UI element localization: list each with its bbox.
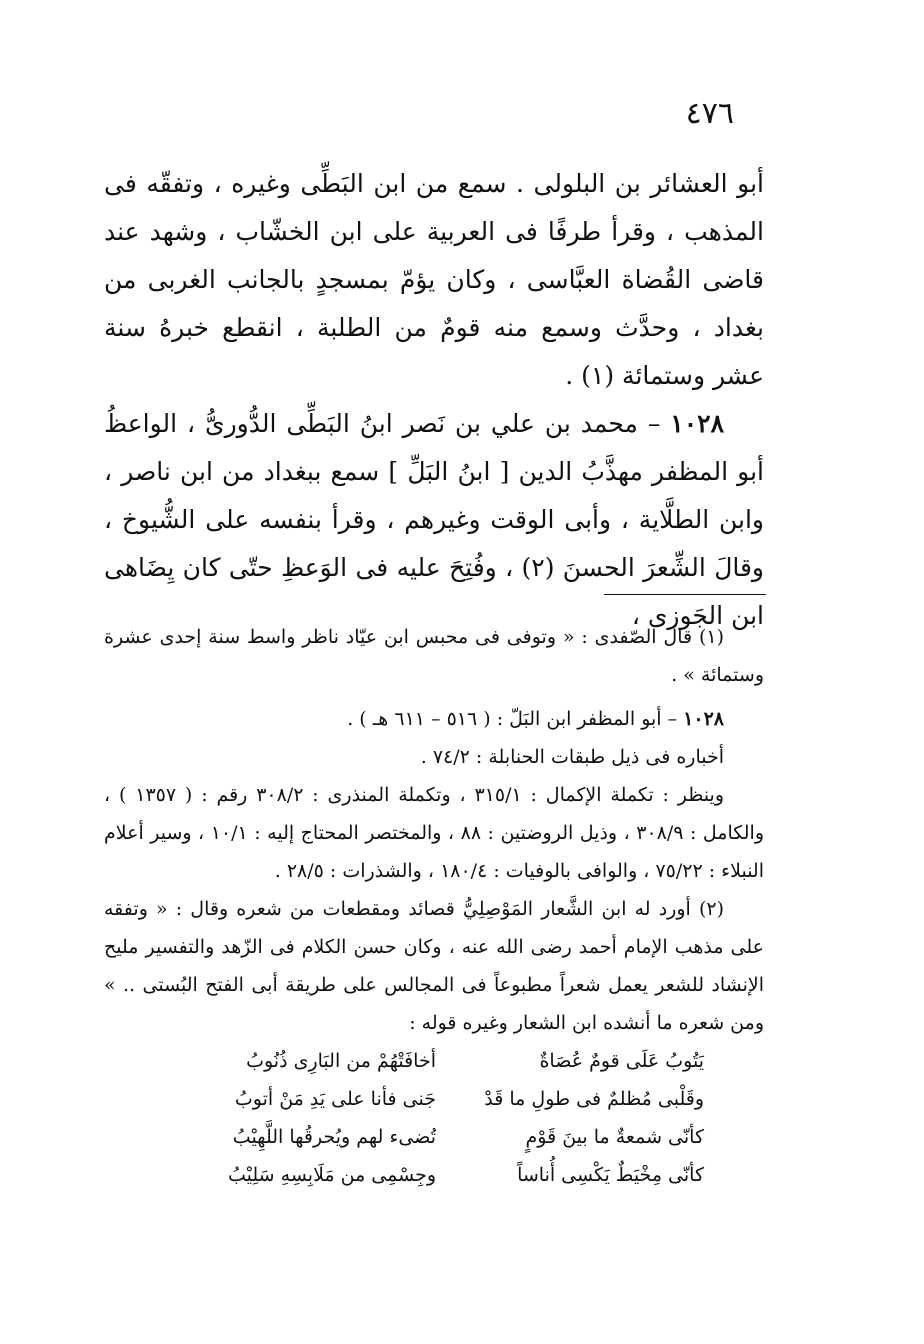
footnote-1: (١) قال الصّفدى : « وتوفى فى محبس ابن عيّاد ناظر واسط سنة إحدى عشرة وستمائة » . xyxy=(104,626,764,686)
entry-text: – محمد بن علي بن نَصر ابنُ البَطِّى الدُّورىُّ ، الواعظُ أبو المظفر مهذَّبُ الدين [ ابنُ البَلِّ ] سمع ببغداد من ابن ناصر ، وابن الطلَّاية ، وأبى الوقت وغيرهم ، وقرأ بنفسه على الشُّيوخ ، وقالَ الشِّعرَ الحسنَ (٢) ، وفُتِحَ عليه فى الوَعظِ حتّى كان يِضَاهى ابن الجَوزى ، xyxy=(104,409,764,630)
main-text xyxy=(104,160,764,640)
verse-second-hemistich: وجِسْمِى من مَلَابِسِهِ سَلِيْبُ xyxy=(228,1164,436,1186)
references-list: وينظر : تكملة الإكمال : ٣١٥/١ ، وتكملة المنذرى : ٣٠٨/٢ رقم : ( ١٣٥٧ ) ، والكامل : ٣٠٨/٩ ، وذيل الروضتين : ٨٨ ، والمختصر المحتاج إليه : ١٠/١ ، وسير أعلام النبلاء : ٧٥/٢٢ ، والوافى بالوفيات : ١٨٠/٤ ، والشذرات : ٢٨/٥ . xyxy=(104,784,764,882)
source-note: أخباره فى ذيل طبقات الحنابلة : ٧٤/٢ . xyxy=(420,746,724,768)
footnote-divider xyxy=(604,594,766,595)
footnote-2: (٢) أورد له ابن الشَّعار المَوْصِلِيُّ قصائد ومقطعات من شعره وقال : « وتفقه على مذهب الإمام أحمد رضى الله عنه ، وكان حسن الكلام فى الزّهد والتفسير مليح الإنشاد للشعر يعمل شعراً مطبوعاً فى المجالس على طريقة أبى الفتح البُستى .. » ومن شعره ما أنشده ابن الشعار وغيره قوله : xyxy=(104,898,764,1034)
entry-reference-number: ١٠٢٨ xyxy=(683,708,724,730)
verse-second-hemistich: تُضىء لهم ويُحرقُها اللَّهِيْبُ xyxy=(232,1126,436,1148)
poem xyxy=(104,1042,764,1194)
entry-paragraph xyxy=(104,400,764,640)
page-number: ٤٧٦ xyxy=(685,96,734,131)
verse-first-hemistich: يَتُوبُ عَلَى قومٌ عُصَاةٌ xyxy=(539,1050,704,1072)
verse-second-hemistich: جَنى فأنا على يَدِ مَنْ أتوبُ xyxy=(234,1088,436,1110)
verse-first-hemistich: كأنّى شمعةٌ ما بينَ قَوْمٍ xyxy=(525,1126,704,1148)
poem-verse xyxy=(104,1080,764,1118)
verse-first-hemistich: كأنّى مِخْيَطٌ يَكْسِى أُناساً xyxy=(517,1164,704,1186)
verse-first-hemistich: وقَلْبى مُظلمٌ فى طولِ ما قَدْ xyxy=(484,1088,704,1110)
poem-verse xyxy=(104,1118,764,1156)
poem-verse xyxy=(104,1042,764,1080)
entry-number: ١٠٢٨ xyxy=(670,409,724,438)
verse-second-hemistich: أخافَتْهُمْ من البَارِى ذُنُوبُ xyxy=(246,1050,436,1072)
poem-verse xyxy=(104,1156,764,1194)
biography-paragraph: أبو العشائر بن البلولى . سمع من ابن البَطِّى وغيره ، وتفقّه فى المذهب ، وقرأ طرفًا فى العربية على ابن الخشّاب ، وشهد عند قاضى القُضاة العبَّاسى ، وكان يؤمّ بمسجدٍ بالجانب الغربى من بغداد ، وحدَّث وسمع منه قومٌ من الطلبة ، انقطع خبرهُ سنة عشر وستمائة (١) . xyxy=(104,169,764,390)
footnotes xyxy=(104,618,764,1194)
entry-reference xyxy=(104,700,764,738)
entry-reference-text: – أبو المظفر ابن البَلّ : ( ٥١٦ – ٦١١ هـ ) . xyxy=(347,708,684,730)
